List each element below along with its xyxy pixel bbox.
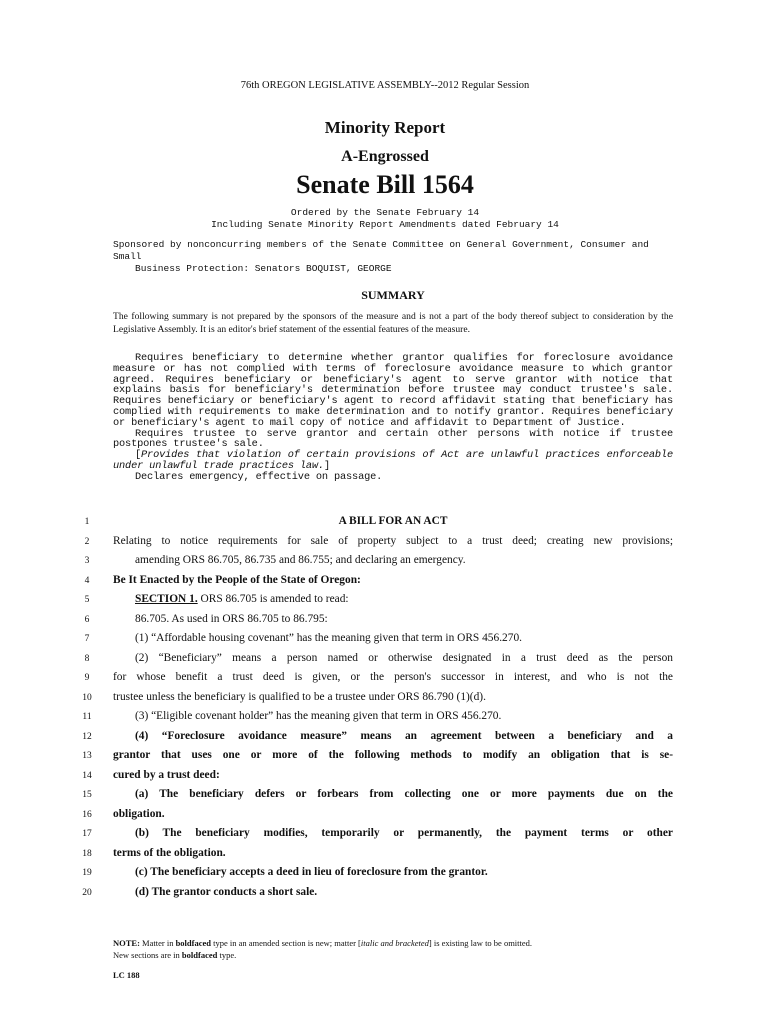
bill-line <box>0 807 770 826</box>
note-text: type. <box>217 950 237 960</box>
line-text: (4) “Foreclosure avoidance measure” means an agreement between a beneficiary and a <box>135 729 673 742</box>
bill-line <box>0 865 770 884</box>
line-text: A BILL FOR AN ACT <box>338 515 448 527</box>
line-number: 9 <box>84 673 90 683</box>
bill-line <box>0 553 770 572</box>
bill-line <box>0 729 770 748</box>
bill-title: Senate Bill 1564 <box>296 170 474 199</box>
line-text: terms of the obligation. <box>113 846 226 859</box>
line-number: 17 <box>82 829 92 839</box>
line-text: for whose benefit a trust deed is given, or the person's successor in interest, and who is not the <box>113 671 673 683</box>
line-number: 7 <box>84 634 90 644</box>
line-text: obligation. <box>113 807 165 820</box>
line-text <box>113 593 673 605</box>
bill-line <box>0 787 770 806</box>
line-number: 6 <box>84 614 90 625</box>
bill-line <box>0 826 770 845</box>
line-text: (c) The beneficiary accepts a deed in lieu of foreclosure from the grantor. <box>135 866 488 878</box>
bill-line <box>0 748 770 767</box>
note-text: ] is existing law to be omitted. <box>428 938 533 948</box>
line-number: 18 <box>82 848 92 859</box>
note-bold: boldfaced <box>175 938 211 948</box>
summary-body <box>113 353 673 483</box>
ordered-line-2: Including Senate Minority Report Amendments dated February 14 <box>211 219 559 230</box>
line-text: amending ORS 86.705, 86.735 and 86.755; and declaring an emergency. <box>135 554 466 566</box>
line-text: (b) The beneficiary modifies, temporarily or permanently, the payment terms or other <box>135 827 673 839</box>
ordered-by <box>0 207 770 231</box>
line-number: 20 <box>82 887 92 898</box>
line-number: 1 <box>84 517 90 527</box>
line-number: 14 <box>82 770 92 781</box>
line-number: 16 <box>82 809 92 820</box>
line-text: (a) The beneficiary defers or forbears from collecting one or more payments due on the <box>135 788 673 800</box>
session-header: 76th OREGON LEGISLATIVE ASSEMBLY--2012 Regular Session <box>240 80 530 91</box>
note-bold: boldfaced <box>181 950 218 960</box>
bill-line <box>0 885 770 904</box>
summary-heading: SUMMARY <box>361 288 425 302</box>
footnote <box>113 937 673 961</box>
summary-paragraph-2: Requires trustee to serve grantor and certain other persons with notice if trustee postpones trustee's sale. <box>113 427 673 451</box>
line-text: (1) “Affordable housing covenant” has the meaning given that term in ORS 456.270. <box>135 632 522 644</box>
bill-line <box>0 631 770 650</box>
line-text: (d) The grantor conducts a short sale. <box>135 885 318 898</box>
note-text: type in an amended section is new; matter [ <box>211 938 361 948</box>
summary-paragraph-4: Declares emergency, effective on passage. <box>135 470 383 483</box>
section-label: SECTION 1. <box>135 593 198 605</box>
line-number: 12 <box>82 731 92 742</box>
line-number: 5 <box>84 595 90 605</box>
line-number: 3 <box>84 556 90 566</box>
line-text: Be It Enacted by the People of the State of Oregon: <box>113 573 361 586</box>
line-number: 15 <box>82 790 92 800</box>
bill-line <box>0 514 770 533</box>
sponsors <box>113 239 673 275</box>
bill-line <box>0 690 770 709</box>
bill-line <box>0 846 770 865</box>
line-text: (3) “Eligible covenant holder” has the meaning given that term in ORS 456.270. <box>135 710 502 722</box>
lc-number: LC 188 <box>113 970 140 980</box>
note-text: New sections are in <box>113 950 182 960</box>
summary-paragraph-3 <box>113 450 673 472</box>
bracket-close: ] <box>324 459 331 472</box>
bill-line <box>0 709 770 728</box>
note-label: NOTE: <box>113 938 140 948</box>
bill-line <box>0 592 770 611</box>
bracket-open: [ <box>135 449 142 462</box>
section-text: ORS 86.705 is amended to read: <box>197 593 349 605</box>
line-number: 13 <box>82 751 92 761</box>
note-text: Matter in <box>139 938 176 948</box>
line-number: 19 <box>82 868 92 878</box>
line-number: 8 <box>84 653 90 664</box>
note-line-2 <box>113 949 673 961</box>
line-number: 2 <box>84 536 90 547</box>
bill-line <box>0 573 770 592</box>
note-italic: italic and bracketed <box>360 938 429 948</box>
engrossed-title: A-Engrossed <box>341 148 429 165</box>
note-line-1 <box>113 937 673 949</box>
sponsor-line-1: Sponsored by nonconcurring members of the Senate Committee on General Government, Consumer and Small <box>113 239 649 262</box>
line-text: 86.705. As used in ORS 86.705 to 86.795: <box>135 612 328 625</box>
bill-line <box>0 612 770 631</box>
ordered-line-1: Ordered by the Senate February 14 <box>290 207 480 218</box>
line-text: grantor that uses one or more of the following methods to modify an obligation that is se- <box>113 749 673 761</box>
bill-line <box>0 670 770 689</box>
line-number: 11 <box>82 712 92 722</box>
line-number: 4 <box>84 575 90 586</box>
bill-line <box>0 534 770 553</box>
line-text: Relating to notice requirements for sale of property subject to a trust deed; creating new provisions; <box>113 534 673 547</box>
bill-line <box>0 768 770 787</box>
line-text: (2) “Beneficiary” means a person named or otherwise designated in a trust deed as the person <box>135 651 673 664</box>
report-title: Minority Report <box>324 118 446 137</box>
summary-paragraph-1: Requires beneficiary to determine whether grantor qualifies for foreclosure avoidance measure or has not complied with terms of foreclosure avoidance measure to which grantor agreed. Requires beneficiary or beneficiary's agent to serve grantor with notice that explains basis for beneficiary's determination before trustee may conduct trustee's sale. Requires beneficiary or beneficiary's agent to record affidavit stating that beneficiary has complied with requirements to make determination and to notify grantor. Requires beneficiary or beneficiary's agent to mail copy of notice and affidavit to Department of Justice. <box>113 352 673 429</box>
line-text: cured by a trust deed: <box>113 768 220 781</box>
line-number: 10 <box>82 692 92 703</box>
line-text: trustee unless the beneficiary is qualified to be a trustee under ORS 86.790 (1)(d). <box>113 690 486 703</box>
summary-italic-text: Provides that violation of certain provisions of Act are unlawful practices enforceable under unlawful trade practices law. <box>113 449 673 472</box>
bill-line <box>0 651 770 670</box>
summary-intro: The following summary is not prepared by the sponsors of the measure and is not a part of the body thereof subject to consideration by the Legislative Assembly. It is an editor's brief statement of the essential features of the measure. <box>113 311 673 335</box>
sponsor-line-2: Business Protection: Senators BOQUIST, GEORGE <box>135 263 392 274</box>
